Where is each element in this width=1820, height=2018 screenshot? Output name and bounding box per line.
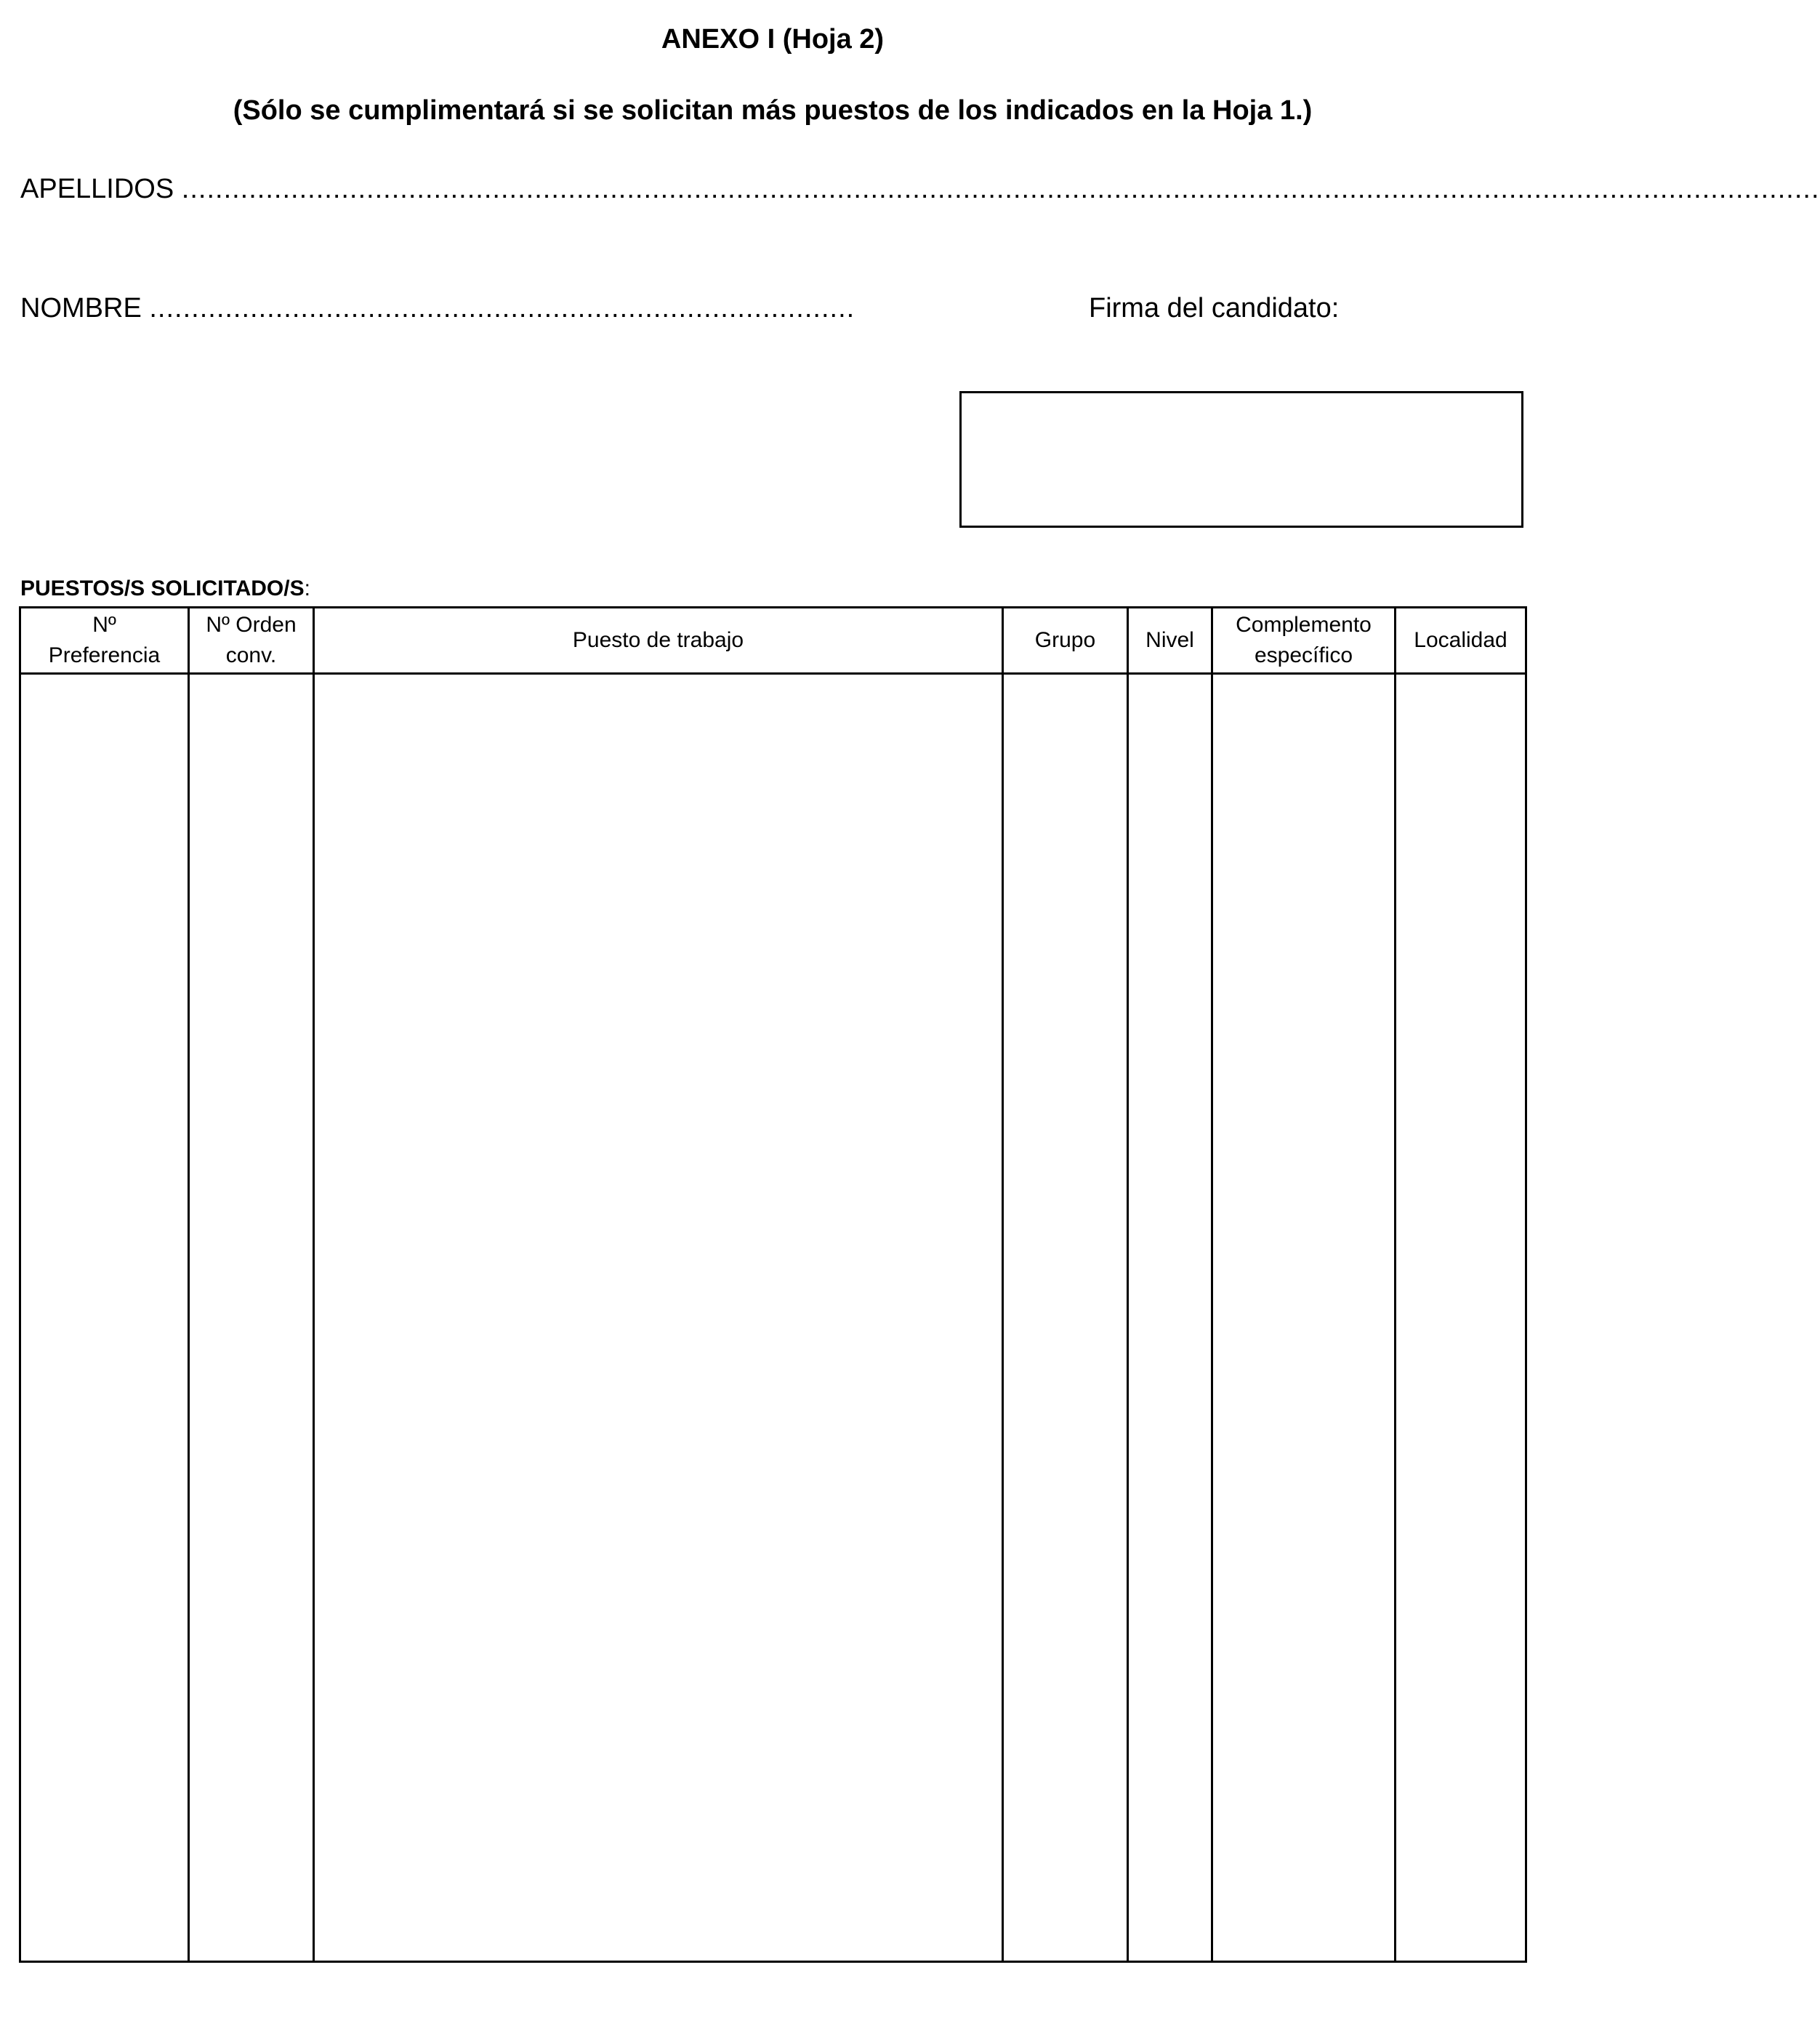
signature-label: Firma del candidato:	[1089, 293, 1340, 323]
cell-complemento[interactable]	[1212, 674, 1396, 1962]
column-header-grupo: Grupo	[1003, 608, 1128, 674]
section-label-colon: :	[304, 576, 310, 600]
apellidos-label: APELLIDOS	[20, 174, 174, 204]
nombre-label: NOMBRE	[20, 293, 142, 323]
apellidos-dotted-line: ...................................................................................................................................................................................................	[181, 174, 1820, 204]
signature-box[interactable]	[959, 391, 1523, 528]
column-header-complemento: Complemento específico	[1212, 608, 1396, 674]
column-header-localidad: Localidad	[1396, 608, 1526, 674]
column-header-puesto-trabajo: Puesto de trabajo	[314, 608, 1003, 674]
section-label	[20, 574, 310, 603]
apellidos-field[interactable]	[20, 170, 1820, 208]
nombre-dotted-line: ....................................................................................	[149, 293, 855, 323]
table-header-row	[20, 608, 1526, 674]
cell-puesto-trabajo[interactable]	[314, 674, 1003, 1962]
cell-preferencia[interactable]	[20, 674, 189, 1962]
cell-grupo[interactable]	[1003, 674, 1128, 1962]
section-label-text: PUESTOS/S SOLICITADO/S	[20, 576, 305, 600]
nombre-field[interactable]	[20, 289, 855, 327]
column-header-preferencia: Nº Preferencia	[20, 608, 189, 674]
document-title: ANEXO I (Hoja 2)	[661, 24, 885, 55]
cell-orden-conv[interactable]	[189, 674, 314, 1962]
column-header-nivel: Nivel	[1128, 608, 1212, 674]
puestos-table	[19, 606, 1527, 1963]
table-row	[20, 674, 1526, 1962]
cell-localidad[interactable]	[1396, 674, 1526, 1962]
column-header-orden-conv: Nº Orden conv.	[189, 608, 314, 674]
document-subtitle: (Sólo se cumplimentará si se solicitan más puestos de los indicados en la Hoja 1.)	[233, 95, 1313, 126]
cell-nivel[interactable]	[1128, 674, 1212, 1962]
